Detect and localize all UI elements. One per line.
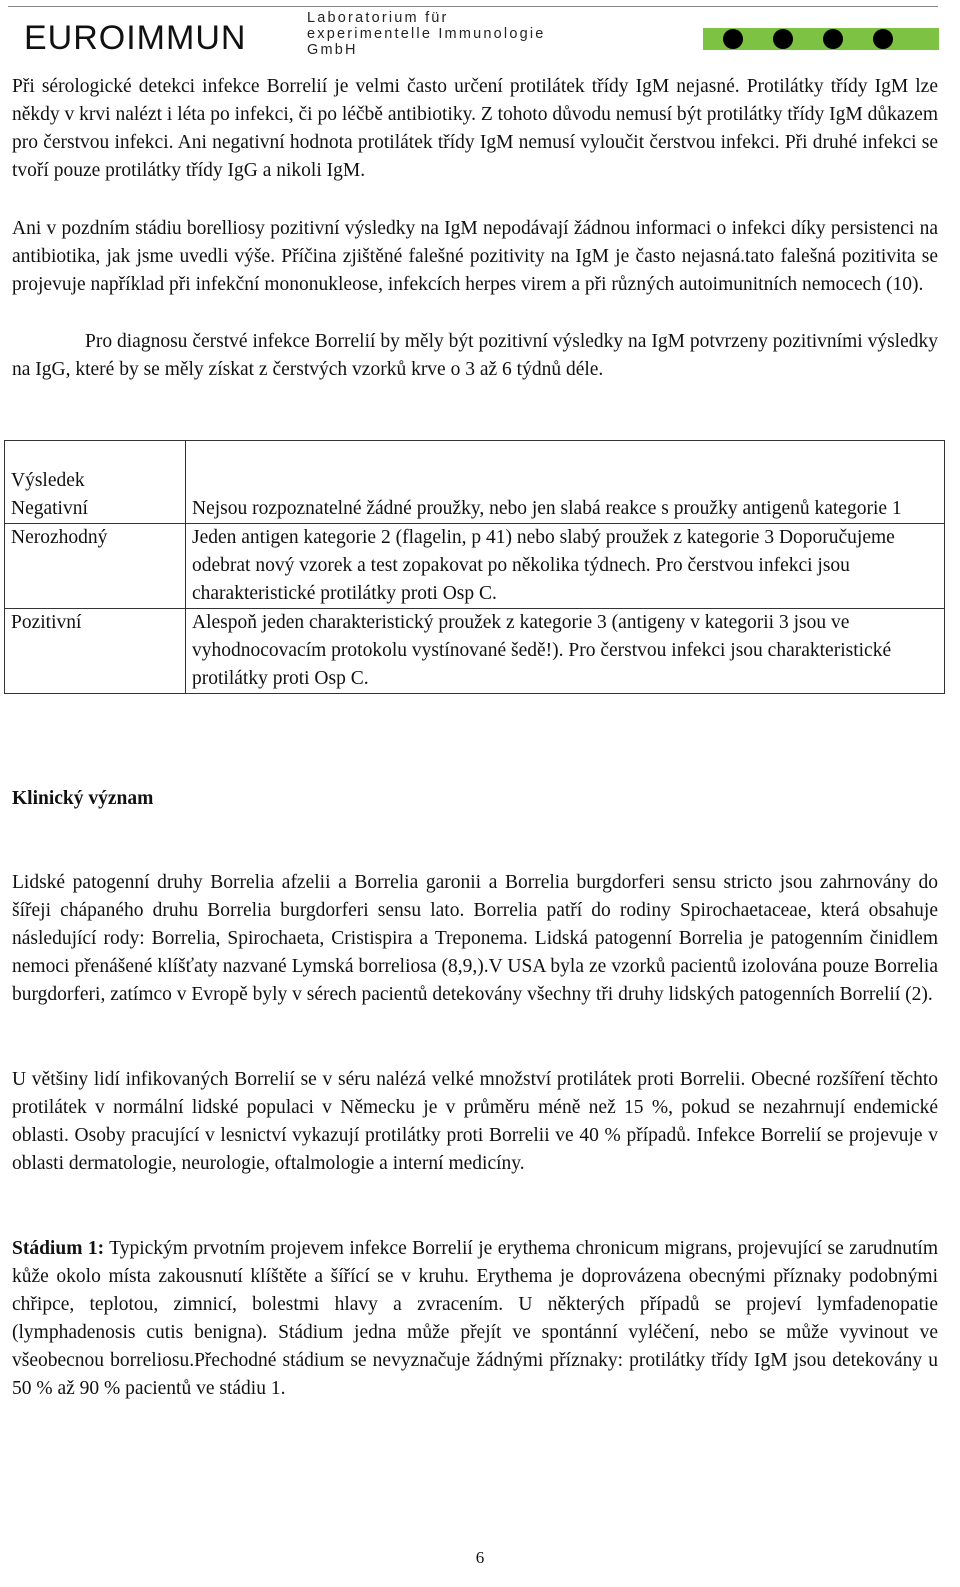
euroimmun-logo: EUROIMMUN bbox=[24, 19, 247, 57]
page-header bbox=[0, 0, 960, 66]
lab-name-line2: experimentelle Immunologie bbox=[307, 26, 546, 42]
results-table bbox=[4, 440, 945, 694]
clinical-paragraph-2: U většiny lidí infikovaných Borrelií se v séru nalézá velké množství protilátek proti Borrelii. Obecné rozšíření těchto protilátek v normální lidské populaci v Německu je v průměru méně než 15 %, pokud se nezahrnují endemické oblasti. Osoby pracující v lesnictví vykazují protilátky proti Borrelii ve 40 % případů. Infekce Borrelií se projevuje v oblasti dermatologie, neurologie, oftalmologie a interní medicíny. bbox=[12, 1069, 938, 1174]
stage1-label: Stádium 1: bbox=[12, 1238, 105, 1259]
result-label-positive: Pozitivní bbox=[5, 609, 186, 694]
lab-name bbox=[307, 10, 546, 58]
intro-paragraph-3: Pro diagnosu čerstvé infekce Borrelií by měly být pozitivní výsledky na IgM potvrzeny pozitivními výsledky na IgG, které by se měly získat z čerstvých vzorků krve o 3 až 6 týdnů déle. bbox=[12, 331, 938, 380]
header-rule bbox=[8, 6, 938, 7]
table-header-cell: Výsledek bbox=[5, 441, 186, 496]
result-text-borderline: Jeden antigen kategorie 2 (flagelin, p 41) nebo slabý proužek z kategorie 3 Doporučujeme odebrat nový vzorek a test zopakovat po několika týdnech. Pro čerstvou infekci jsou charakteristické protilátky proti Osp C. bbox=[186, 524, 945, 609]
stage1-paragraph bbox=[12, 1235, 938, 1403]
table-header-empty bbox=[186, 441, 945, 496]
result-label-borderline: Nerozhodný bbox=[5, 524, 186, 609]
clinical-paragraph-1: Lidské patogenní druhy Borrelia afzelii a Borrelia garonii a Borrelia burgdorferi sensu stricto jsou zahrnovány do šířeji chápaného druhu Borrelia burgdorferi sensu lato. Borrelia patří do rodiny Spirochaetaceae, která obsahuje následující rody: Borrelia, Spirochaeta, Cristispira a Treponema. Lidská patogenní Borrelia je patogenním činidlem nemoci přenášené klíšťaty nazvané Lymská borreliosa (8,9,).V USA byla ze vzorků pacientů izolována pouze Borrelia burgdorferi, zatímco v Evropě byly v sérech pacientů detekovány všechny tři druhy lidských patogenních Borrelií (2). bbox=[12, 872, 938, 1005]
intro-paragraph-1: Při sérologické detekci infekce Borrelií je velmi často určení protilátek třídy IgM nejasné. Protilátky třídy IgM lze někdy v krvi nalézt i léta po infekci, či po léčbě antibiotiky. Z tohoto důvodu nemusí být protilátky třídy IgM důkazem pro čerstvou infekci. Ani negativní hodnota protilátek třídy IgM nemusí vyloučit čerstvou infekci. Při druhé infekci se tvoří pouze protilátky třídy IgG a nikoli IgM. bbox=[12, 76, 938, 181]
stage1-text: Typickým prvotním projevem infekce Borrelií je erythema chronicum migrans, projevující se zarudnutím kůže okolo místa zakousnutí klíštěte a šířící se v kruhu. Erythema je doprovázena obecnými příznaky podobnými chřipce, teplotou, zimnicí, bolestmi hlavy a zvracením. U některých případů se projeví lymfadenopatie (lymphadenosis cutis benigna). Stádium jedna může přejít ve spontánní vyléčení, nebo se může vyvinout ve všeobecnou borreliosu.Přechodné stádium se nevyznačuje žádnými příznaky: protilátky třídy IgM jsou detekovány u 50 % až 90 % pacientů ve stádiu 1. bbox=[12, 1238, 938, 1399]
brand-stripe-icon bbox=[703, 28, 939, 50]
intro-paragraph-2: Ani v pozdním stádiu borelliosy pozitivní výsledky na IgM nepodávají žádnou informaci o infekci díky persistenci na antibiotika, jak jsme uvedli výše. Příčina zjištěné falešné pozitivity na IgM je často nejasná.tato falešná pozitivita se projevuje například při infekční mononukleose, infekcích herpes virem a při různých autoimunitních nemocech (10). bbox=[12, 218, 938, 295]
lab-name-line3: GmbH bbox=[307, 42, 358, 58]
table-header-row bbox=[5, 441, 945, 496]
table-row bbox=[5, 609, 945, 694]
result-label-negative: Negativní bbox=[5, 495, 186, 524]
section-heading-clinical: Klinický význam bbox=[12, 788, 154, 809]
lab-name-line1: Laboratorium für bbox=[307, 10, 449, 26]
result-text-positive: Alespoň jeden charakteristický proužek z kategorie 3 (antigeny v kategorii 3 jsou ve vyhodnocovacím protokolu vystínované šedě!). Pro čerstvou infekci jsou charakteristické protilátky proti Osp C. bbox=[186, 609, 945, 694]
result-text-negative: Nejsou rozpoznatelné žádné proužky, nebo jen slabá reakce s proužky antigenů kategorie 1 bbox=[186, 495, 945, 524]
page-number: 6 bbox=[475, 1548, 485, 1567]
table-row bbox=[5, 495, 945, 524]
table-row bbox=[5, 524, 945, 609]
